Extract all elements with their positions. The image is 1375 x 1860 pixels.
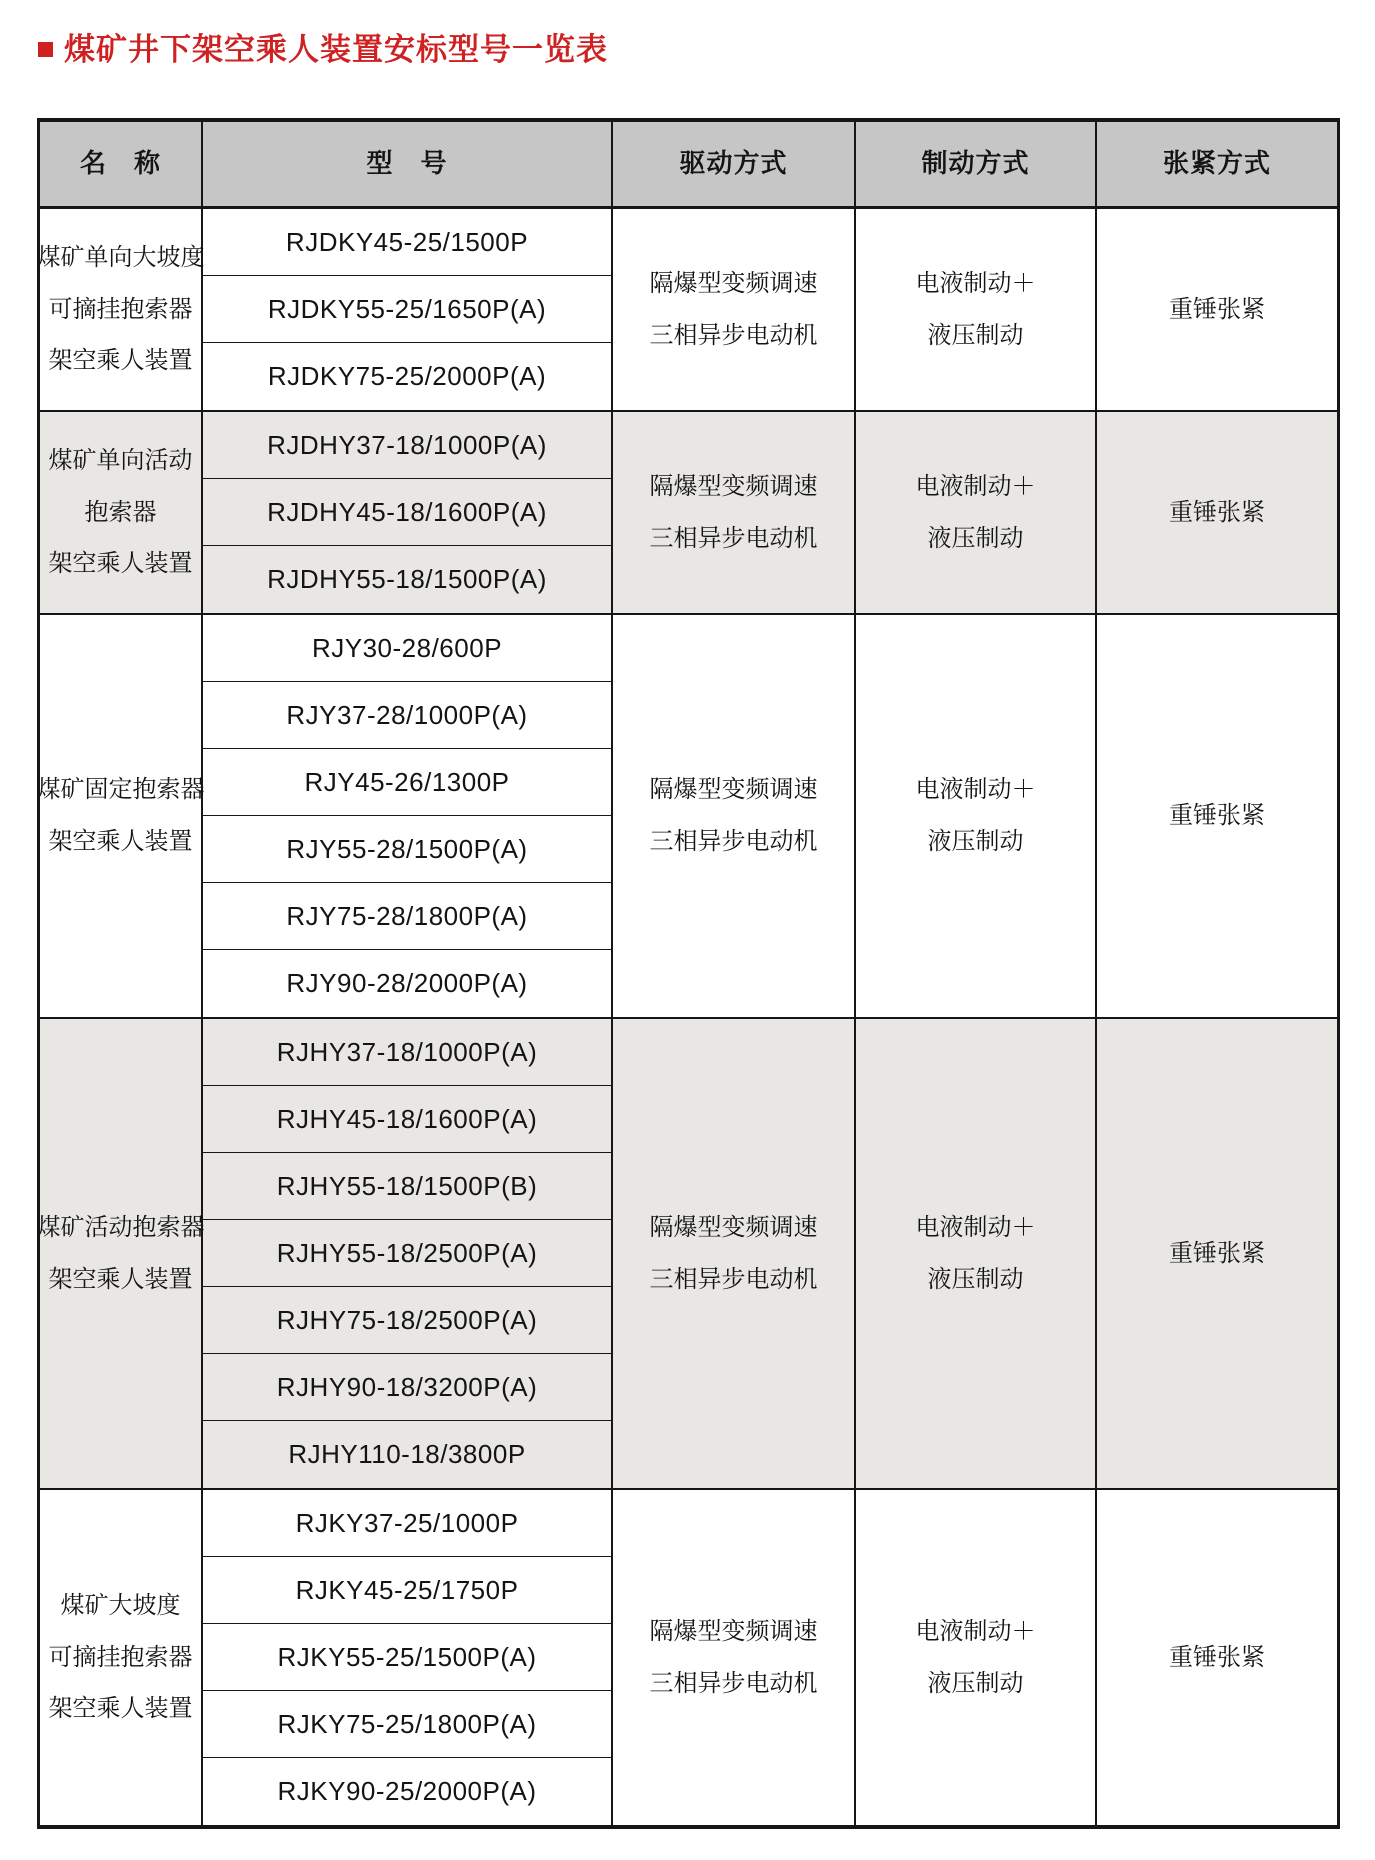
model-cell: RJKY55-25/1500P(A) bbox=[203, 1624, 611, 1691]
drive-cell bbox=[613, 209, 856, 410]
drive-cell-line: 三相异步电动机 bbox=[649, 828, 818, 855]
group-name-cell-line: 煤矿固定抱索器 bbox=[36, 776, 205, 804]
tension-cell-line: 重锤张紧 bbox=[1169, 498, 1265, 526]
model-cell: RJHY55-18/1500P(B) bbox=[203, 1153, 611, 1220]
table-body bbox=[36, 209, 1337, 1825]
title-bullet-square-icon bbox=[38, 42, 53, 57]
model-cell: RJY55-28/1500P(A) bbox=[203, 816, 611, 883]
group-name-cell-line: 架空乘人装置 bbox=[48, 1265, 193, 1293]
page-title: 煤矿井下架空乘人装置安标型号一览表 bbox=[64, 32, 608, 67]
model-cell: RJDKY55-25/1650P(A) bbox=[203, 276, 611, 343]
model-cell: RJDHY37-18/1000P(A) bbox=[203, 412, 611, 479]
model-cell: RJY90-28/2000P(A) bbox=[286, 968, 528, 998]
tension-cell bbox=[1097, 1490, 1337, 1825]
drive-cell-line: 隔爆型变频调速 bbox=[649, 776, 818, 804]
tension-cell-line: 重锤张紧 bbox=[1169, 802, 1265, 830]
brake-cell bbox=[856, 1019, 1097, 1488]
tension-cell-line: 重锤张紧 bbox=[1169, 295, 1265, 323]
model-cell: RJKY90-25/2000P(A) bbox=[277, 1776, 537, 1806]
drive-cell bbox=[613, 1490, 856, 1825]
table-group bbox=[36, 1017, 1337, 1488]
brake-cell-line: 电液制动＋ bbox=[915, 776, 1036, 804]
model-cell: RJY37-28/1000P(A) bbox=[203, 682, 611, 749]
group-name-cell-line: 可摘挂抱索器 bbox=[48, 295, 193, 323]
model-cell: RJKY75-25/1800P(A) bbox=[203, 1691, 611, 1758]
model-spec-table bbox=[37, 118, 1340, 1829]
table-group bbox=[36, 613, 1337, 1017]
brake-cell-line: 液压制动 bbox=[927, 321, 1024, 349]
group-name-cell-line: 可摘挂抱索器 bbox=[48, 1643, 193, 1671]
tension-cell bbox=[1097, 615, 1337, 1017]
model-cell: RJY30-28/600P bbox=[203, 615, 611, 682]
brake-cell-line: 液压制动 bbox=[927, 524, 1024, 552]
model-cell: RJHY55-18/2500P(A) bbox=[203, 1220, 611, 1287]
header-tension-label: 张紧方式 bbox=[1162, 148, 1271, 179]
model-cell: RJHY37-18/1000P(A) bbox=[203, 1019, 611, 1086]
group-name-cell bbox=[36, 615, 205, 1017]
tension-cell bbox=[1097, 412, 1337, 613]
model-cell: RJDKY45-25/1500P bbox=[203, 209, 611, 276]
header-brake bbox=[856, 122, 1097, 206]
drive-cell-line: 隔爆型变频调速 bbox=[649, 1213, 818, 1241]
model-cell: RJHY90-18/3200P(A) bbox=[203, 1354, 611, 1421]
brake-cell-line: 液压制动 bbox=[927, 828, 1024, 855]
model-cell: RJY75-28/1800P(A) bbox=[203, 883, 611, 950]
group-name-cell-line: 架空乘人装置 bbox=[48, 550, 193, 578]
header-drive bbox=[613, 122, 856, 206]
header-model bbox=[203, 122, 613, 206]
header-drive-label: 驱动方式 bbox=[679, 148, 788, 179]
group-name-cell bbox=[40, 412, 203, 613]
brake-cell bbox=[856, 412, 1097, 613]
drive-cell-line: 三相异步电动机 bbox=[649, 1669, 818, 1697]
drive-cell-line: 隔爆型变频调速 bbox=[649, 269, 818, 297]
table-header-row bbox=[40, 122, 1337, 209]
brake-cell-line: 电液制动＋ bbox=[915, 1213, 1036, 1241]
brake-cell-line: 电液制动＋ bbox=[915, 269, 1036, 297]
group-name-cell-line: 架空乘人装置 bbox=[48, 347, 193, 375]
model-cell: RJKY37-25/1000P bbox=[203, 1490, 611, 1557]
page-title-row bbox=[38, 24, 608, 69]
drive-cell bbox=[613, 615, 856, 1017]
group-name-cell-line: 煤矿单向活动 bbox=[48, 447, 193, 475]
brake-cell-line: 电液制动＋ bbox=[915, 1617, 1036, 1645]
brake-cell-line: 液压制动 bbox=[927, 1265, 1024, 1293]
table-group bbox=[36, 209, 1337, 410]
drive-cell-line: 隔爆型变频调速 bbox=[649, 472, 818, 500]
model-column bbox=[203, 412, 613, 613]
brake-cell bbox=[856, 209, 1097, 410]
group-name-cell-line: 抱索器 bbox=[84, 498, 157, 526]
model-cell: RJHY45-18/1600P(A) bbox=[203, 1086, 611, 1153]
drive-cell-line: 三相异步电动机 bbox=[649, 321, 818, 349]
model-cell: RJHY75-18/2500P(A) bbox=[203, 1287, 611, 1354]
group-name-cell-line: 架空乘人装置 bbox=[48, 1695, 193, 1723]
drive-cell-line: 隔爆型变频调速 bbox=[649, 1617, 818, 1645]
group-name-cell-line: 煤矿活动抱索器 bbox=[36, 1213, 205, 1241]
group-name-cell-line: 架空乘人装置 bbox=[48, 828, 193, 855]
model-column bbox=[203, 1490, 613, 1825]
header-model-label: 型 号 bbox=[366, 148, 448, 179]
model-cell: RJDKY75-25/2000P(A) bbox=[267, 361, 547, 391]
model-cell: RJDHY55-18/1500P(A) bbox=[267, 564, 547, 594]
model-column bbox=[203, 209, 613, 410]
group-name-cell-line: 煤矿大坡度 bbox=[60, 1592, 181, 1620]
model-cell: RJDHY45-18/1600P(A) bbox=[203, 479, 611, 546]
tension-cell bbox=[1097, 209, 1337, 410]
model-column bbox=[203, 615, 613, 1017]
brake-cell bbox=[856, 615, 1097, 1017]
header-name bbox=[40, 122, 203, 206]
tension-cell-line: 重锤张紧 bbox=[1169, 1239, 1265, 1267]
drive-cell-line: 三相异步电动机 bbox=[649, 524, 818, 552]
group-name-cell bbox=[40, 1490, 203, 1825]
brake-cell-line: 液压制动 bbox=[927, 1669, 1024, 1697]
table-group bbox=[40, 1488, 1337, 1825]
header-tension bbox=[1097, 122, 1337, 206]
header-brake-label: 制动方式 bbox=[921, 148, 1030, 179]
model-cell: RJY45-26/1300P bbox=[203, 749, 611, 816]
header-name-label: 名 称 bbox=[79, 148, 161, 179]
model-cell: RJHY110-18/3800P bbox=[288, 1439, 526, 1469]
drive-cell bbox=[613, 1019, 856, 1488]
model-cell: RJKY45-25/1750P bbox=[203, 1557, 611, 1624]
table-group bbox=[40, 410, 1337, 613]
drive-cell-line: 三相异步电动机 bbox=[649, 1265, 818, 1293]
model-column bbox=[203, 1019, 613, 1488]
tension-cell bbox=[1097, 1019, 1337, 1488]
brake-cell bbox=[856, 1490, 1097, 1825]
group-name-cell bbox=[36, 1019, 205, 1488]
drive-cell bbox=[613, 412, 856, 613]
group-name-cell bbox=[36, 209, 205, 410]
brake-cell-line: 电液制动＋ bbox=[915, 472, 1036, 500]
tension-cell-line: 重锤张紧 bbox=[1169, 1643, 1265, 1671]
group-name-cell-line: 煤矿单向大坡度 bbox=[36, 244, 205, 272]
